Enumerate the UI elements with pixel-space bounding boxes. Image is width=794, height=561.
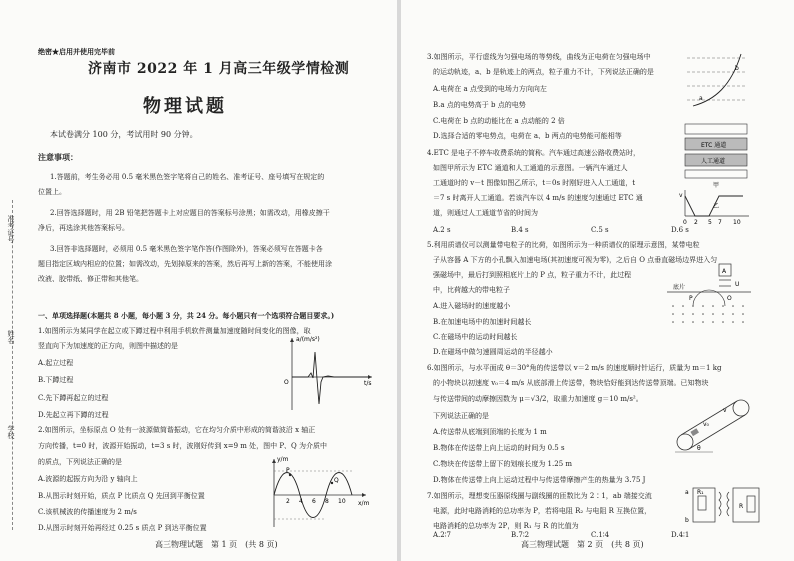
right-page [401,0,794,561]
q4-tick: 7 [718,219,722,226]
q3-stem: 的运动轨迹，a、b 是轨迹上的两点，粒子重力不计，下列说法正确的是 [433,68,654,76]
section-heading: 一、单项选择题(本题共 8 小题，每小题 3 分，共 24 分。每小题只有一个选项符合题目要求。) [38,311,335,320]
note-line: 3.回答非选择题时，必须用 0.5 毫米黑色签字笔作答(作图除外)，答案必须写在答题卡各 [50,245,323,253]
q2-ylabel: y/m [277,456,289,463]
q6-v-label: v [723,407,727,414]
exam-title: 济南市 2022 年 1 月高三年级学情检测 [88,61,350,77]
note-line: 2.回答选择题时，用 2B 铅笔把答题卡上对应题目的答案标号涂黑；如需改动，用橡皮擦干 [50,209,330,217]
q4-etc-figure [677,120,753,228]
q4-etc-label: ETC 通道 [701,142,727,149]
side-label-school: 学校 [7,425,15,439]
q7-r-label: R [739,503,744,510]
q4-vlabel: v [679,192,683,199]
q1-option-b: B.下蹲过程 [38,376,74,384]
q3-stem: 3.如图所示，平行虚线为匀强电场的等势线，曲线为正电荷在匀强电场中 [427,53,651,61]
q4-fig-b-label: 乙 [713,203,720,210]
q4-tick: 10 [733,219,741,226]
q4-stem: ＝7 s 时离开人工通道。若该汽车以 4 m/s 的速度匀速通过 ETC 通 [433,194,643,202]
side-label-exam-id: 准考证号 [7,215,15,243]
q7-transformer-figure [683,482,765,526]
note-line: 净后，再选涂其他答案标号。 [38,224,129,232]
q6-theta-label: θ [697,445,701,452]
q2-xlabel: x/m [358,500,370,507]
note-line: 改液、胶带纸、修正带和其他笔。 [38,275,143,283]
q7-stem: 7.如图所示，理想变压器原线圈与副线圈的匝数比为 2∶1，ab 端接交流 [427,492,652,500]
page-footer: 高三物理试题 第 2 页 (共 8 页) [521,540,644,549]
q5-voltage-u: U [735,281,740,288]
q3-point-a: a [699,95,703,102]
q7-stem: 电源，此时电路消耗的总功率为 P，若将电阻 R₂ 与电阻 R 互换位置， [433,507,652,515]
binding-line [12,200,13,530]
q2-option-d: D.从图示时刻开始再经过 0.25 s 质点 P 到达平衡位置 [38,524,207,532]
q2-option-c: C.该机械波的传播速度为 2 m/s [38,508,137,516]
q5-option-d: D.在磁场中做匀速圆周运动的半径越小 [433,348,553,356]
q1-stem: 竖直向下为加速度的正方向，则图中描述的是 [38,342,178,350]
q7-terminal-b: b [685,517,689,524]
q2-tick: 10 [338,498,346,505]
exam-intro: 本试卷满分 100 分，考试用时 90 分钟。 [50,130,198,139]
q4-manual-label: 人工通道 [701,158,726,165]
q1-stem: 1.如图所示为某同学在起立或下蹲过程中利用手机软件测量加速度随时间变化的图像，取 [38,327,311,335]
q7-terminal-a: a [685,489,689,496]
q7-option-a: A.2∶7 [433,531,452,539]
q3-field-figure [685,50,749,110]
q7-option-d: D.4∶1 [671,531,690,539]
notice-heading: 注意事项： [38,152,78,162]
q4-stem: 如图甲所示为 ETC 通道和人工通道的示意图。一辆汽车通过人 [433,164,628,172]
q3-option-c: C.电荷在 b 点的动能比在 a 点动能的 2 倍 [433,117,565,125]
q6-prompt: 下列说法正确的是 [433,412,489,420]
q7-stem: 电路消耗的总功率为 2P，则 R₁ 与 R 的比值为 [433,522,579,530]
q2-wave-graph [262,455,372,531]
q2-point-q: Q [334,477,339,484]
q4-option-a: A.2 s [433,226,451,234]
q2-stem: 方向传播，t=0 时，波源开始振动，t=3 s 时，波刚好传到 x=9 m 处，图中 P、Q 为介质中 [38,442,328,450]
q2-option-b: B.从图示时刻开始，质点 P 比质点 Q 先回到平衡位置 [38,492,205,500]
q1-option-a: A.起立过程 [38,359,74,367]
q2-tick: 8 [325,498,329,505]
q5-stem: 强磁场中，最后打到照相底片上的 P 点，粒子重力不计，此过程 [433,271,632,279]
q1-xlabel: t/s [364,380,372,387]
q2-point-p: P [286,467,290,474]
q6-stem: 与传送带间的动摩擦因数为 μ＝√3/2，取重力加速度 g＝10 m/s²。 [433,395,643,403]
q3-point-b: b [735,65,739,72]
note-line: 题目指定区域内相应的位置；如需改动，先划掉原来的答案，然后再写上新的答案，不能使用涂 [38,260,332,268]
note-line: 位置上。 [38,188,66,196]
q2-stem: 2.如图所示，坐标原点 O 处有一波源做简谐振动，它在均匀介质中形成的简谐波沿 x 轴正 [38,426,316,434]
q6-stem: 的小物块以初速度 v₀＝4 m/s 从底部滑上传送带，物块恰好能到达传送带顶端。已知物块 [433,379,709,387]
q1-ylabel: a/(m/s²) [296,336,320,343]
q2-tick: 2 [286,498,290,505]
q7-option-c: C.1∶4 [591,531,610,539]
q1-origin: O [284,379,289,386]
q3-option-a: A.电荷在 a 点受到的电场力方向向左 [433,85,547,93]
q5-container-a: A [722,268,727,275]
q7-r1-label: R₁ [697,489,704,496]
q6-option-b: B.物体在传送带上向上运动的时间为 0.5 s [433,444,565,452]
q5-point-o: O [727,295,732,302]
q6-option-a: A.传送带从底端到顶端的长度为 1 m [433,428,547,436]
secret-label: 绝密★启用并使用完毕前 [38,47,115,56]
q1-option-d: D.先起立再下蹲的过程 [38,411,109,419]
subject-title: 物理试题 [143,96,227,117]
q1-option-c: C.先下蹲再起立的过程 [38,394,109,402]
q5-stem: 5.利用质谱仪可以测量带电粒子的比荷，如图所示为一种质谱仪的原理示意图，某带电粒 [427,241,700,249]
q2-tick: 4 [299,498,303,505]
q5-point-p: P [689,295,693,302]
q4-tick: 2 [694,219,698,226]
q4-stem: 4.ETC 是电子不停车收费系统的简称。汽车通过高速公路收费站时， [427,149,641,157]
side-label-name: 姓名 [7,330,15,344]
q4-option-c: C.5 s [591,226,609,234]
q2-tick: 6 [312,498,316,505]
q5-option-c: C.在磁场中的运动时间越长 [433,333,518,341]
q5-stem: 子从容器 A 下方的小孔飘入加速电场(其初速度可视为零)，之后自 O 点垂直磁场边界进入匀 [433,256,718,264]
q3-option-d: D.选择合适的零电势点，电荷在 a、b 两点的电势能可能相等 [433,132,622,140]
q5-stem: 中，比荷越大的带电粒子 [433,286,510,294]
q7-option-b: B.7∶2 [511,531,530,539]
q6-conveyor-figure [673,396,755,454]
q3-option-b: B.a 点的电势高于 b 点的电势 [433,101,526,109]
q5-spectrometer-figure [663,262,755,326]
q6-stem: 6.如图所示，与水平面成 θ＝30°角的传送带以 v＝2 m/s 的速度顺时针运行，质量为 m＝1 kg [427,364,722,372]
q4-tick: 5 [708,219,712,226]
q2-option-a: A.波源的起振方向为沿 y 轴向上 [38,475,138,483]
q6-option-d: D.物体在传送带上向上运动过程中与传送带摩擦产生的热量为 3.75 J [433,476,646,484]
q5-option-a: A.进入磁场时的速度越小 [433,302,511,310]
q5-option-b: B.在加速电场中的加速时间越长 [433,318,532,326]
q2-stem: 的质点，下列说法正确的是 [38,458,122,466]
q4-option-b: B.4 s [511,226,529,234]
q4-stem: 道，则通过人工通道节省的时间为 [433,209,538,217]
page-footer: 高三物理试题 第 1 页 (共 8 页) [155,540,278,549]
q4-stem: 工通道时的 v－t 图像如图乙所示，t＝0s 时刚好进入人工通道，t [433,179,636,187]
q4-option-d: D.6 s [671,226,689,234]
note-line: 1.答题前，考生务必用 0.5 毫米黑色签字笔将自己的姓名、准考证号、座号填写在规定的 [50,173,325,181]
q5-film-label: 底片 [673,284,686,291]
q4-tick: 0 [683,219,687,226]
q6-v0-label: v₀ [703,421,709,428]
q1-acceleration-graph [282,332,378,414]
q6-option-c: C.物块在传送带上留下的划痕长度为 1.25 m [433,460,573,468]
q4-fig-a-label: 甲 [713,182,720,189]
